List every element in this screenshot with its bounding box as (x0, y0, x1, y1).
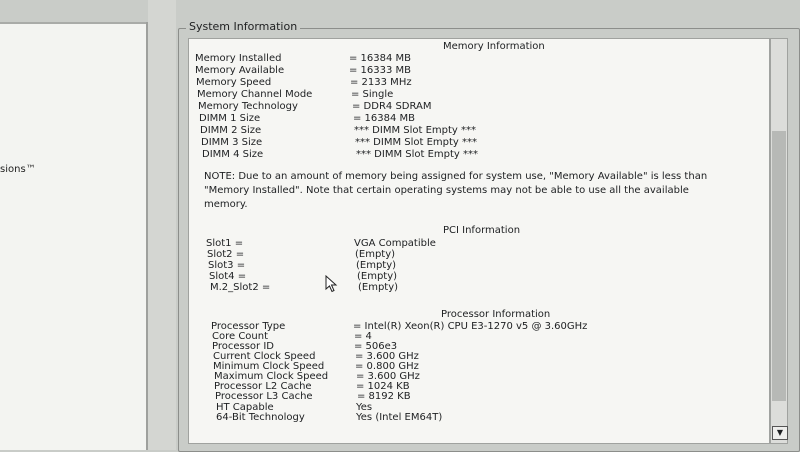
processor-row-label: Processor Type (211, 321, 286, 332)
processor-row-label: 64-Bit Technology (216, 412, 305, 423)
processor-row (216, 412, 756, 424)
left-panel-border (0, 22, 146, 24)
pci-row-value: (Empty) (355, 249, 396, 260)
processor-row-value: = 3.600 GHz (356, 371, 420, 382)
memory-row-label: Memory Technology (198, 101, 298, 112)
vertical-scrollbar[interactable] (770, 38, 788, 444)
memory-row-label: Memory Installed (195, 53, 282, 64)
memory-row-value: = 16384 MB (349, 53, 412, 64)
processor-row-label: Processor L2 Cache (214, 381, 312, 392)
memory-row-label: DIMM 2 Size (200, 125, 262, 136)
system-information-title: System Information (186, 20, 300, 33)
system-information-content (188, 38, 770, 444)
memory-row-value: *** DIMM Slot Empty *** (355, 137, 478, 148)
memory-row (196, 77, 736, 89)
processor-row-label: Maximum Clock Speed (214, 371, 329, 382)
pci-row-value: (Empty) (357, 271, 398, 282)
memory-row-label: Memory Speed (196, 77, 272, 88)
panel-gutter (148, 0, 176, 450)
processor-row-value: = 8192 KB (357, 391, 411, 402)
left-nav-panel (0, 22, 148, 450)
pci-row-label: Slot1 = (206, 238, 244, 249)
scrollbar-thumb[interactable] (772, 131, 786, 401)
processor-row-label: Minimum Clock Speed (213, 361, 325, 372)
memory-row (195, 53, 735, 65)
scroll-down-button[interactable] (772, 426, 788, 440)
memory-row (201, 137, 741, 149)
memory-row (198, 101, 738, 113)
pci-row-value: (Empty) (358, 282, 399, 293)
memory-row-value: = 16384 MB (353, 113, 416, 124)
processor-row-value: = 4 (354, 331, 372, 342)
pci-row-value: (Empty) (356, 260, 397, 271)
memory-row (195, 65, 735, 77)
memory-row-label: DIMM 4 Size (202, 149, 264, 160)
processor-row-label: Processor ID (212, 341, 274, 352)
memory-row-label: Memory Available (195, 65, 285, 76)
processor-row-value: Yes (356, 402, 373, 413)
processor-row-value: = Intel(R) Xeon(R) CPU E3-1270 v5 @ 3.60GHz (353, 321, 588, 332)
memory-row-value: = 2133 MHz (350, 77, 412, 88)
memory-row-label: DIMM 3 Size (201, 137, 263, 148)
memory-row-label: Memory Channel Mode (197, 89, 313, 100)
processor-row-value: Yes (Intel EM64T) (356, 412, 443, 423)
processor-row-label: Processor L3 Cache (215, 391, 313, 402)
arrow-down-icon: ▼ (776, 428, 784, 437)
memory-row-value: *** DIMM Slot Empty *** (356, 149, 479, 160)
processor-row-value: = 0.800 GHz (355, 361, 419, 372)
mouse-pointer-icon (325, 275, 339, 293)
memory-information-title: Memory Information (443, 41, 545, 52)
memory-row (199, 113, 739, 125)
pci-row-label: Slot4 = (209, 271, 247, 282)
memory-row-value: = 16333 MB (349, 65, 412, 76)
pci-row-label: Slot2 = (207, 249, 245, 260)
processor-row-label: Core Count (212, 331, 269, 342)
pci-row (210, 282, 730, 294)
pci-row-label: M.2_Slot2 = (210, 282, 271, 293)
processor-row-value: = 1024 KB (356, 381, 410, 392)
left-panel-text-fragment: sions™ (0, 164, 36, 175)
pci-row-value: VGA Compatible (354, 238, 436, 249)
memory-row-label: DIMM 1 Size (199, 113, 261, 124)
memory-row (197, 89, 737, 101)
processor-row-label: Current Clock Speed (213, 351, 316, 362)
processor-row-value: = 506e3 (354, 341, 398, 352)
memory-row-value: *** DIMM Slot Empty *** (354, 125, 477, 136)
memory-row (202, 149, 742, 161)
memory-row-value: = Single (351, 89, 394, 100)
memory-row (200, 125, 740, 137)
processor-information-title: Processor Information (441, 309, 551, 320)
processor-row-label: HT Capable (216, 402, 274, 413)
processor-row-value: = 3.600 GHz (355, 351, 419, 362)
memory-note: NOTE: Due to an amount of memory being assigned for system use, "Memory Available" is less than "Memory Installed". Note that certain operating systems may not be able to use all the available memory. (204, 171, 708, 210)
memory-row-value: = DDR4 SDRAM (352, 101, 432, 112)
pci-row-label: Slot3 = (208, 260, 246, 271)
pci-information-title: PCI Information (443, 225, 521, 236)
